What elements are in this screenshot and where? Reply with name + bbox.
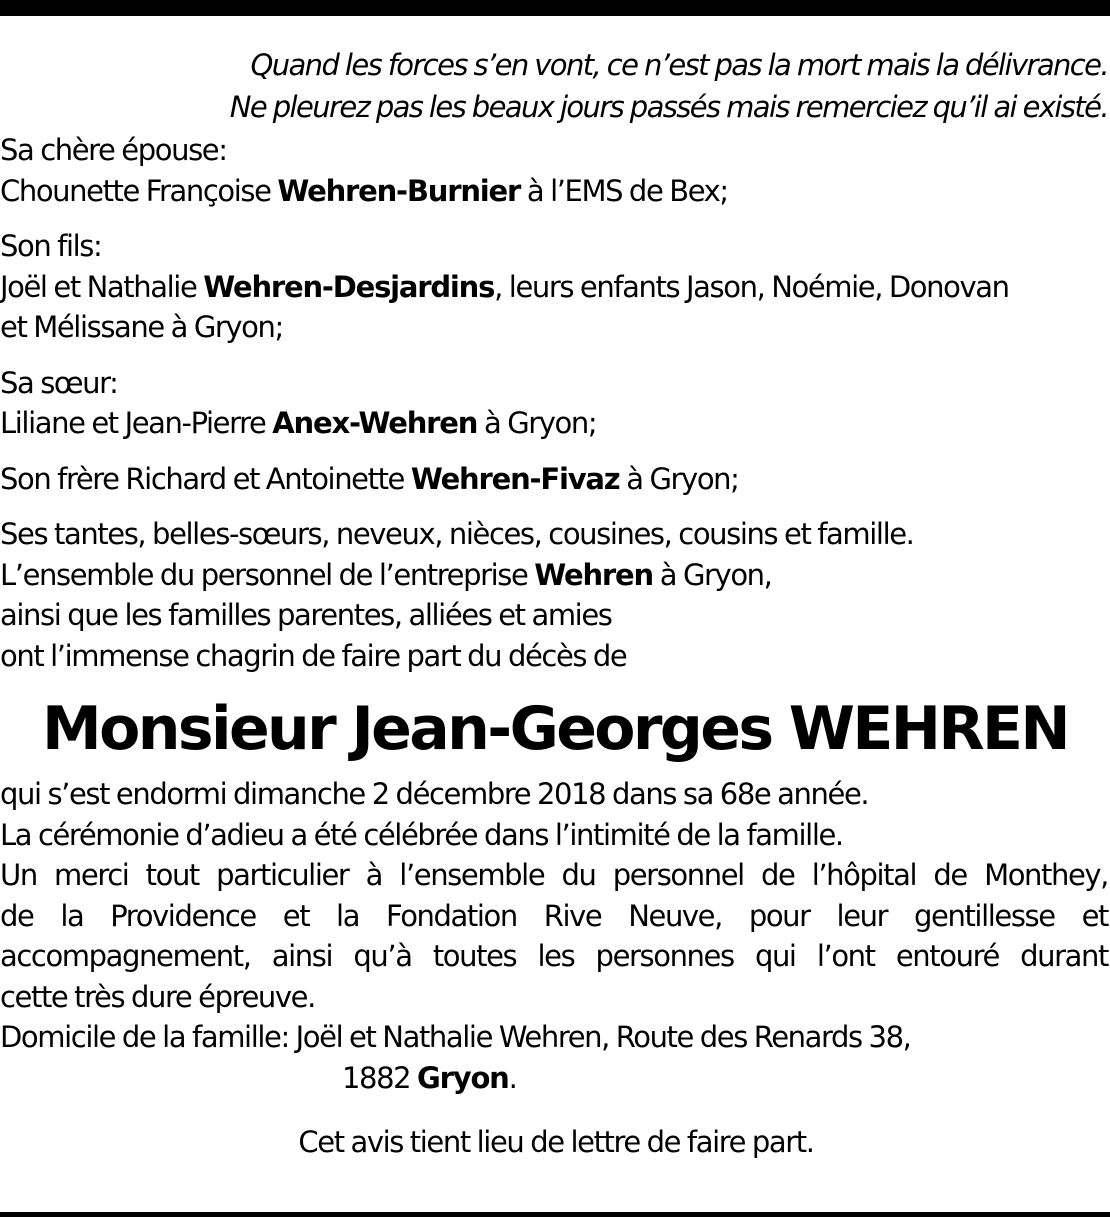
spouse-section: [0, 130, 1108, 211]
details-line-6: cette très dure épreuve.: [0, 979, 315, 1014]
epigraph-quote: [0, 44, 1108, 128]
details-line-5: accompagnement, ainsi qu’à toutes les personnes qui l’ont entouré durant: [0, 939, 1108, 973]
sister-surname: Anex-Wehren: [272, 406, 478, 440]
details-line-3: Un merci tout particulier à l’ensemble du personnel de l’hôpital de Monthey,: [0, 858, 1108, 892]
domicile-postcode: 1882: [342, 1060, 418, 1095]
sister-first-names: Liliane et Jean-Pierre: [0, 406, 273, 440]
spouse-first-names: Chounette Françoise: [0, 173, 278, 208]
brother-line: [0, 459, 1108, 500]
spouse-line: [0, 171, 1108, 212]
sister-heading: Sa sœur:: [0, 365, 118, 400]
domicile-line-1: Domicile de la famille: Joël et Nathalie Wehren, Route des Renards 38,: [0, 1020, 911, 1054]
quote-line-2: Ne pleurez pas les beaux jours passés mais remerciez qu’il ai existé.: [229, 90, 1108, 124]
obituary-notice: [0, 44, 1108, 1163]
sister-line: [0, 403, 1108, 444]
quote-line-1: Quand les forces s’en vont, ce n’est pas la mort mais la délivrance.: [250, 48, 1108, 82]
bottom-rule: [0, 1212, 1110, 1217]
spouse-location: à l’EMS de Bex;: [520, 173, 728, 208]
son-line-2: et Mélissane à Gryon;: [0, 310, 283, 344]
domicile-period: .: [508, 1060, 517, 1095]
details-line-2: La cérémonie d’adieu a été célébrée dans l’intimité de la famille.: [0, 817, 843, 852]
deceased-name: Monsieur Jean-Georges WEHREN: [42, 694, 1068, 764]
family-section: [0, 514, 1108, 676]
son-surname: Wehren-Desjardins: [203, 269, 495, 304]
company-name: Wehren: [534, 557, 653, 592]
company-location: à Gryon,: [652, 557, 772, 592]
family-line-2: [0, 555, 1108, 596]
son-heading: Son fils:: [0, 229, 102, 263]
details-line-1: qui s’est endormi dimanche 2 décembre 2018 dans sa 68e année.: [0, 777, 869, 811]
brother-surname: Wehren-Fivaz: [410, 461, 620, 496]
son-line: [0, 267, 1108, 308]
company-staff-text: L’ensemble du personnel de l’entreprise: [0, 557, 535, 592]
domicile-town: Gryon: [417, 1060, 509, 1095]
brother-section: [0, 459, 1108, 500]
details-section: [0, 774, 1108, 1017]
family-line-1: Ses tantes, belles-sœurs, neveux, nièces, cousines, cousins et famille.: [0, 517, 914, 551]
spouse-heading: Sa chère épouse:: [0, 133, 227, 167]
son-section: [0, 226, 1108, 348]
brother-location: à Gryon;: [619, 461, 739, 496]
top-rule: [0, 0, 1110, 16]
sister-section: [0, 363, 1108, 444]
family-line-3: ainsi que les familles parentes, alliées et amies: [0, 598, 612, 632]
sister-location: à Gryon;: [477, 406, 597, 440]
family-line-4: ont l’immense chagrin de faire part du décès de: [0, 638, 627, 673]
details-line-4: de la Providence et la Fondation Rive Neuve, pour leur gentillesse et: [0, 898, 1108, 933]
son-first-names: Joël et Nathalie: [0, 269, 204, 304]
closing-note: Cet avis tient lieu de lettre de faire part.: [298, 1125, 814, 1159]
son-children: , leurs enfants Jason, Noémie, Donovan: [494, 269, 1009, 304]
domicile-section: [0, 1017, 1108, 1098]
domicile-line-2: [0, 1058, 1108, 1099]
spouse-surname: Wehren-Burnier: [277, 173, 521, 208]
brother-first-names: Son frère Richard et Antoinette: [0, 461, 411, 496]
